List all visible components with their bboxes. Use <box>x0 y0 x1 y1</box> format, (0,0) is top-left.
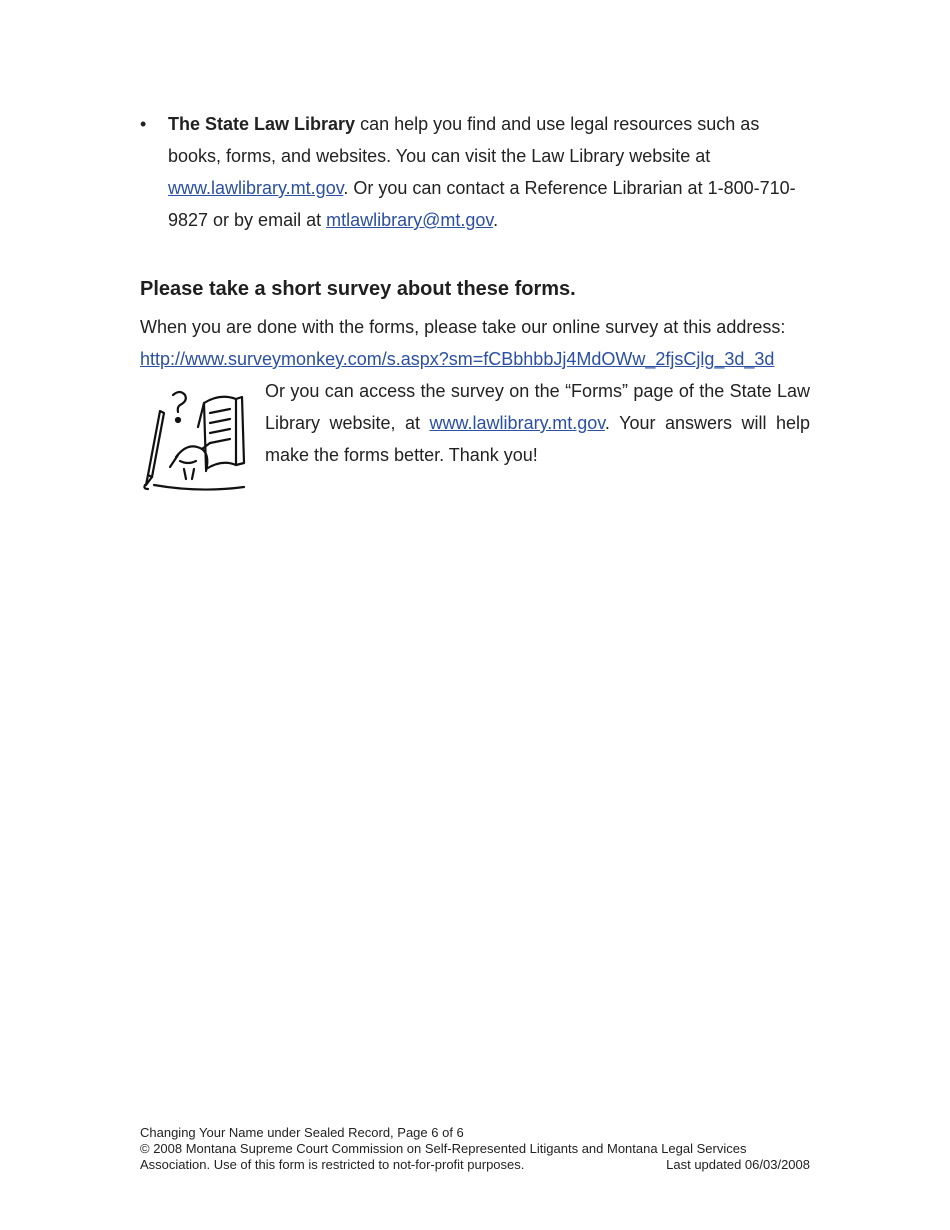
page-footer <box>140 1125 810 1173</box>
footer-title: Changing Your Name under Sealed Record, Page 6 of 6 <box>140 1125 464 1140</box>
survey-more-paragraph <box>265 375 810 471</box>
footer-last-line <box>140 1157 810 1173</box>
law-library-bullet <box>140 108 810 236</box>
law-library-paragraph <box>168 108 810 236</box>
footer-restriction: Association. Use of this form is restricted to not-for-profit purposes. <box>140 1157 525 1172</box>
footer-updated: Last updated 06/03/2008 <box>666 1157 810 1172</box>
survey-intro <box>140 311 820 375</box>
law-library-website-link[interactable]: www.lawlibrary.mt.gov <box>168 178 344 198</box>
law-library-text-3: . <box>493 210 499 230</box>
law-library-text-1: can help you find and use legal resources such as books, forms, and websites. You can visit the Law Library website at <box>168 114 760 166</box>
survey-link[interactable]: http://www.surveymonkey.com/s.aspx?sm=fCBbhbbJj4MdOWw_2fjsCjlg_3d_3d <box>140 349 775 369</box>
survey-more-text-2: . Your answers will help make the forms better. Thank you! <box>265 413 810 465</box>
law-library-text-2: . Or you can contact a Reference Librarian at 1-800-710-9827 or by email at <box>168 178 796 230</box>
survey-website-link[interactable]: www.lawlibrary.mt.gov <box>429 413 605 433</box>
survey-details <box>140 375 810 471</box>
law-library-email-link[interactable]: mtlawlibrary@mt.gov <box>326 210 494 230</box>
survey-more-text-1: Or you can access the survey on the “Forms” page of the State Law Library website, at <box>265 381 810 433</box>
bullet-dot: • <box>140 114 147 134</box>
footer-copyright: © 2008 Montana Supreme Court Commission on Self-Represented Litigants and Montana Legal Services <box>140 1141 747 1156</box>
survey-heading: Please take a short survey about these forms. <box>140 278 576 300</box>
survey-intro-text: When you are done with the forms, please take our online survey at this address: <box>140 317 786 337</box>
confused-reader-clipart <box>140 383 252 491</box>
law-library-name: The State Law Library <box>168 114 356 134</box>
